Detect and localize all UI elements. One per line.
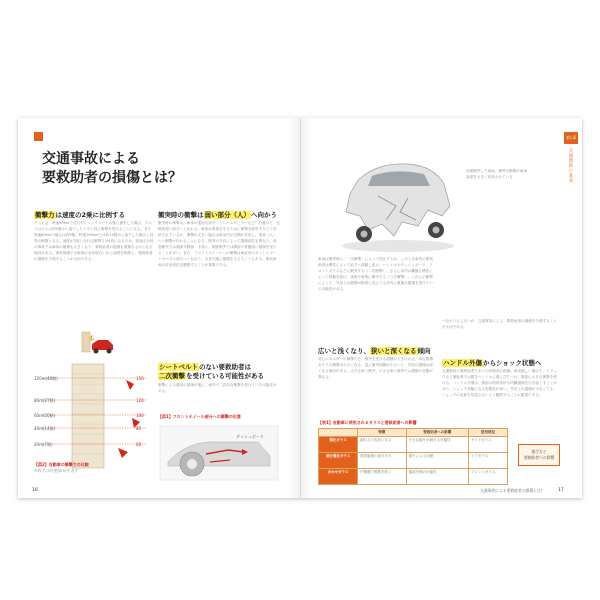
table-cell: サイドガラス <box>469 437 508 453</box>
gutter <box>300 118 301 498</box>
figure2-caption: 【図2】自動車の衝撃力の比較 <box>34 462 89 467</box>
table-row-label: 部分強化ガラス <box>319 453 358 469</box>
table-header-1: 特徴 <box>358 429 407 437</box>
body-text-weak-point: 衝突時の衝撃は、車体の強固な部分（フレームやピラーなど）を避けて、比較的弱い部分へと伝わる。車体は乗員を守るために衝撃を吸収するよう設計されているが、衝撃が大きい場合は車室内の空間が変形し、乗員（人）へと衝撃が伝わることになる。衝突の方向によって損傷部位も異なり、前面衝突では頭部や胸部、下肢に、側面衝突では胸部や骨盤部に損傷を受けることが多い。また、フロントホイールへの衝撃は車室内のダッシュボードやペダル部分へと伝わり、足首や膝に損傷を生じることもある。事故車両の変形部位を観察することが重要である。 <box>158 221 280 267</box>
chart-speed-label-4: 60 <box>136 442 142 447</box>
table-row-label: 強化ガラス <box>319 437 358 453</box>
chart-speed-label-0: 150 <box>136 376 144 381</box>
table-cell: 破片による切創 <box>406 453 468 469</box>
dashboard-label: ダッシュボード <box>236 434 264 439</box>
body-text-handle: 交通事故の要救助者で多いのが胸部の損傷。車両後しい場合や、トラックなど運転席では腹をハンドルに強く打ちつけ、胸部に大きな衝撃を受ける。ハンドル外傷は、胸部の肋骨骨折や内臓損傷を引き起こすことがあり、ショック状態になる危険性が高い。外見上の損傷が少なくても、ショックの兆候を見逃さないよう観察することが重要である。 <box>442 369 557 397</box>
crash-illustration <box>80 330 116 356</box>
table-header-2: 要救助者への影響 <box>406 429 468 437</box>
chart-height-label-4: 20m(7階) <box>34 442 53 447</box>
title-marker <box>34 132 43 141</box>
chart-speed-label-3: 80 <box>136 426 142 431</box>
chart-speed-label-1: 120 <box>136 398 144 403</box>
right-page-number: 17 <box>558 488 564 493</box>
section-heading-weak-point: 衝突時の衝撃は弱い部分（人）へ向かう <box>158 211 277 219</box>
body-text-right-col1: 車両は衝突時に「一次衝撃」によって停止するが、このとき車内の要救助者は慣性によって前方へ移動し続け、ハンドルやダッシュボード、フロントガラスなどに衝突する（二次衝撃）。さらに体内の臓器も慣性によって移動を続け、体壁や骨格に衝突する（三次衝撃）。これらの衝撃によって、外見上は損傷が軽度に見えても体内に重篤な損傷を受けている可能性がある。 <box>318 257 433 291</box>
chart-height-label-2: 60m(20階) <box>34 413 56 418</box>
page-title <box>42 150 182 188</box>
table-cell: 頭部外傷の可能性 <box>406 469 468 485</box>
chart-height-label-1: 80m(27階) <box>34 398 56 403</box>
table-cell: 小さな破片が刺さる可能性 <box>406 437 468 453</box>
crashed-car-photo <box>338 150 458 254</box>
table-row-label: 合わせガラス <box>319 469 358 485</box>
table-row <box>319 453 508 469</box>
section-heading-impact: 衝撃力は速度の2乗に比例する <box>35 211 126 219</box>
table-header-3: 使用部位 <box>469 429 508 437</box>
figure1-caption: 【図1】フロントホイール部分への衝撃の伝達 <box>158 414 241 419</box>
chart-height-label-0: 120m(40階) <box>34 376 58 381</box>
book-spread <box>18 118 582 498</box>
chart-speed-label-2: 100 <box>136 413 144 418</box>
table-cell: 中間膜で飛散を防ぐ <box>358 469 407 485</box>
callout-box <box>518 444 560 466</box>
glass-table <box>318 428 508 485</box>
table-cell: フロントガラス <box>469 469 508 485</box>
chapter-vertical-label: 交通救助の基本 <box>568 148 573 183</box>
page-title-line2: 要救助者の損傷とは？ <box>42 170 182 186</box>
photo-caption: 前面衝突した車両。衝突の衝撃が車両前部を大きく変形させている <box>466 169 528 179</box>
callout-line1: 運び方と <box>531 449 547 454</box>
body-text-seatbelt: 衝撃による最初の損傷の後に、車内で二次的な衝撃を受けている可能性がある。 <box>158 383 277 393</box>
table-row <box>319 469 508 485</box>
body-text-impact: たとえば、時速60kmで走行中にコンクリートの壁に衝突した場合、クルマはビルの約5階から落下したときと同じ衝撃を受けることになる。また時速80kmの場合は約9階、時速100kmでは約14階から落下した場合と同等の衝撃となる。速度が2倍になれば衝撃力は4倍になるため、高速走行時の事故では車両の損傷も大きくなり、要救助者の損傷も重篤なものとなる傾向がある。事故現場では車両の変形度合いから速度を推測し、要救助者の損傷を予測することが大切である。 <box>34 221 154 261</box>
left-page-number: 16 <box>32 488 38 493</box>
chart-height-label-3: 40m(14階) <box>34 426 56 431</box>
table-header-row <box>319 429 508 437</box>
table-cell: リアガラス <box>469 453 508 469</box>
chapter-tab-label: 第1章 <box>565 135 576 140</box>
section-heading-seatbelt: シートベルトのない要救助者は <box>159 363 251 371</box>
wheel-impact-illustration <box>158 422 280 482</box>
page-title-line1: 交通事故による <box>42 151 140 167</box>
section-heading-secondary: 二次衝撃を受けている可能性がある <box>159 372 264 380</box>
table-header-0 <box>319 429 358 437</box>
section-heading-wide-deep: 広いと浅くなり、狭いと深くなる傾向 <box>318 347 431 355</box>
callout-line2: 要救助者への影響 <box>523 455 555 460</box>
chapter-tab <box>564 132 578 144</box>
figure2-subcaption: ※数字は時速(km)を表す <box>34 468 79 473</box>
footer-text: 交通事故による要救助者の損傷とは？ <box>480 488 545 493</box>
body-text-right-col2-top: つながりもしないが、交通事故による、要救助者の損傷を予測することが大切である。 <box>442 319 557 329</box>
section-heading-handle: ハンドル外傷からショック状態へ <box>443 359 542 367</box>
table-title: 【表1】自動車に使用されるガラスと要救助者への影響 <box>318 420 417 425</box>
table-row <box>319 437 508 453</box>
table-cell: 視界確保の部分あり <box>358 453 407 469</box>
body-text-wide-deep: 同じエネルギーの衝撃でも、衝突を受ける面積が大きければ、単位面積あたりの衝撃は小さくなる。逆に衝突面積が小さいと、内部の損傷は深くなる傾向がある。大きな車と衝突、小さな車と衝突では損傷の状態が異なる。 <box>318 357 433 379</box>
table-cell: 割れると粒状になる <box>358 437 407 453</box>
